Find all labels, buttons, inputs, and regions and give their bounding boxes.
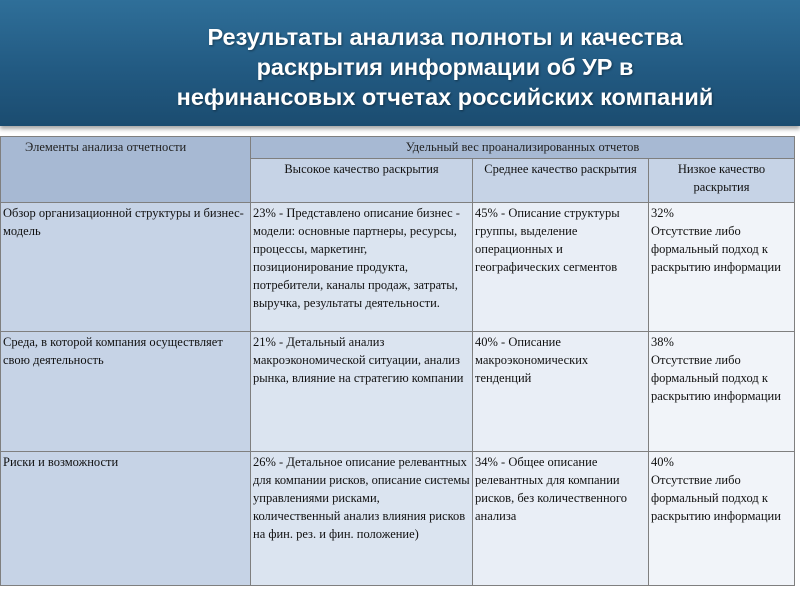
title-line-3: нефинансовых отчетах российских компаний [176, 84, 714, 110]
cell-medium: 40% - Описание макроэкономических тенденций [473, 332, 649, 452]
header-low-quality: Низкое качество раскрытия [649, 159, 795, 203]
cell-low-text: Отсутствие либо формальный подход к раскрытию информации [651, 353, 781, 403]
row-label: Обзор организационной структуры и бизнес- модель [1, 203, 251, 332]
analysis-table [0, 136, 795, 586]
title-line-1: Результаты анализа полноты и качества [207, 24, 683, 50]
table-row [1, 452, 795, 586]
cell-high: 23% - Представлено описание бизнес - модели: основные партнеры, ресурсы, процессы, маркетинг, позиционирование продукта, потребители, каналы продаж, затраты, выручка, результаты деятельности. [251, 203, 473, 332]
table-header-row [1, 137, 795, 159]
header-medium-quality: Среднее качество раскрытия [473, 159, 649, 203]
cell-low [649, 332, 795, 452]
title-line-2: раскрытия информации об УР в [256, 54, 634, 80]
cell-low-text: Отсутствие либо формальный подход к раскрытию информации [651, 224, 781, 274]
page-title [130, 22, 760, 112]
cell-low [649, 452, 795, 586]
cell-low-pct: 32% [651, 206, 674, 220]
cell-high: 21% - Детальный анализ макроэкономической ситуации, анализ рынка, влияние на стратегию компании [251, 332, 473, 452]
table-row [1, 203, 795, 332]
cell-low-pct: 38% [651, 335, 674, 349]
cell-low-pct: 40% [651, 455, 674, 469]
cell-low-text: Отсутствие либо формальный подход к раскрытию информации [651, 473, 781, 523]
header-high-quality: Высокое качество раскрытия [251, 159, 473, 203]
cell-medium: 34% - Общее описание релевантных для компании рисков, без количественного анализа [473, 452, 649, 586]
header-elements: Элементы анализа отчетности [1, 137, 251, 203]
row-label: Среда, в которой компания осуществляет свою деятельность [1, 332, 251, 452]
row-label: Риски и возможности [1, 452, 251, 586]
table-row [1, 332, 795, 452]
cell-medium: 45% - Описание структуры группы, выделение операционных и географических сегментов [473, 203, 649, 332]
title-banner [0, 0, 800, 126]
cell-low [649, 203, 795, 332]
cell-high: 26% - Детальное описание релевантных для компании рисков, описание системы управлениями рисками, количественный анализ влияния рисков на фин. рез. и фин. положение) [251, 452, 473, 586]
header-share: Удельный вес проанализированных отчетов [251, 137, 795, 159]
